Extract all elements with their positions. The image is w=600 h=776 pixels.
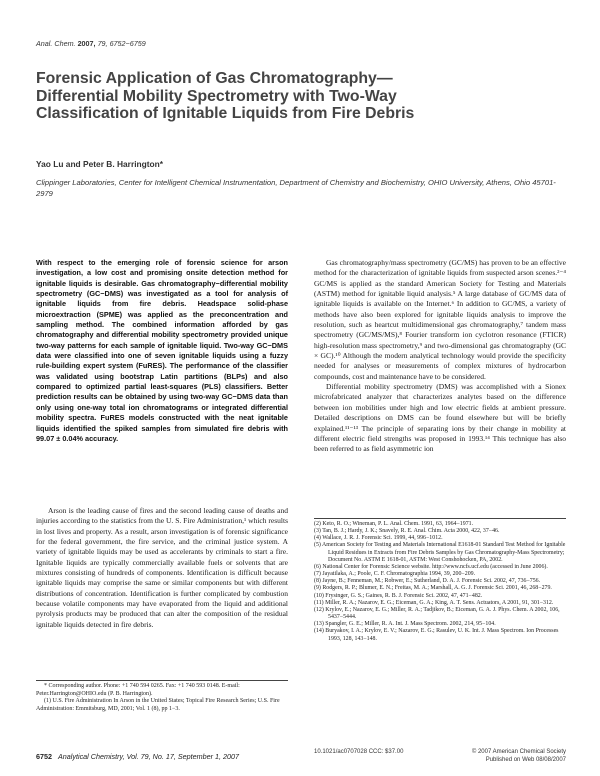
reference-item: (2) Keto, R. O.; Wineman, P. L. Anal. Chem. 1991, 63, 1964−1971.: [314, 521, 474, 527]
journal-name: Anal. Chem.: [36, 39, 76, 48]
journal-volume: 79,: [97, 39, 108, 48]
reference-item: (10) Frysinger, G. S.; Gaines, R. B. J. Forensic Sci. 2002, 47, 471−482.: [314, 592, 483, 599]
footnotes: [36, 683, 288, 713]
author-list: Yao Lu and Peter B. Harrington*: [36, 159, 164, 169]
reference-item: (11) Miller, R. A.; Nazarov, E. G.; Eiceman, G. A.; King, A. T. Sens. Actuators, A 2001, 91, 301−312.: [314, 599, 554, 606]
reference-item: (4) Wallace, J. R. J. Forensic Sci. 1999, 44, 996−1012.: [314, 535, 443, 542]
reference-list: [314, 521, 566, 643]
article-title: Forensic Application of Gas Chromatography—Differential Mobility Spectrometry with Two-Way Classification of Ignitable Liquids from Fire Debris: [36, 70, 415, 122]
affiliation: Clippinger Laboratories, Center for Intelligent Chemical Instrumentation, Department of Chemistry and Biochemistry, OHIO University, Athens, Ohio 45701-2979: [36, 178, 556, 198]
journal-citation: [36, 39, 146, 48]
reference-item: (9) Rodgers, R. P.; Blumer, E. N.; Freitas, M. A.; Marshall, A. G. J. Forensic Sci. 2001, 46, 268−279.: [314, 585, 552, 592]
right-paragraph-2: Differential mobility spectrometry (DMS) was accomplished with a Sionex microfabricated analyzer that characterizes analytes based on the difference between ion mobilities under high and low electric fields at ambient pressure. Detailed descriptions on DMS can be found elsewhere but will be briefly explained.¹¹⁻¹³ The principle of separating ions by their change in mobility at different electric field strengths was proposed in 1993.¹⁴ This technique has also been referred to as field asymmetric ion: [314, 382, 566, 454]
corresponding-author-note: * Corresponding author. Phone: +1 740 594 0265. Fax: +1 740 593 0148. E-mail: Peter.Harrington@OHIO.edu (P. B. Harrington).: [36, 683, 240, 697]
journal-year: 2007,: [77, 39, 96, 48]
journal-issue-info: Analytical Chemistry, Vol. 79, No. 17, September 1, 2007: [58, 752, 239, 761]
journal-pages: 6752−6759: [109, 39, 146, 48]
doi-text: 10.1021/ac0707028 CCC: $37.00: [314, 749, 404, 755]
right-paragraph-1: Gas chromatography/mass spectrometry (GC/MS) has proven to be an effective method for the characterization of ignitable liquids from suspected arson scenes.²⁻⁴ GC/MS is applied as the standard American Society for Testing and Materials (ASTM) method for ignitable liquid analysis.⁵ A large database of GC/MS data of ignitable liquids is available on the Internet.⁶ In addition to GC/MS, a variety of methods have also been explored for ignitable liquids analysis to improve the resolution, such as heartcut multidimensional gas chromatography,⁷ tandem mass spectrometry (GC/MS/MS),⁸ Fourier transform ion cyclotron resonance (FTICR) high-resolution mass spectrometry,⁹ and two-dimensional gas chromatography (GC × GC).¹⁰ Although the modern analytical technology would provide the specificity needed for analyses or measurements of complex mixtures of hydrocarbon compounds, cost and maintenance have to be considered.: [314, 258, 566, 381]
right-column-text: [314, 258, 566, 455]
abstract: With respect to the emerging role of forensic science for arson investigation, a low cost and promising onsite detection method for ignitable liquids is desirable. Gas chromatography−differential mobility spectrometry (GC−DMS) was investigated as a tool for analysis of ignitable liquids from fire debris. Headspace solid-phase microextraction (SPME) was applied as the preconcentration and sampling method. The combined information afforded by gas chromatography and differential mobility spectrometry provided unique two-way patterns for each sample of ignitable liquid. Two-way GC−DMS data were classified into one of seven ignitable liquids using a fuzzy rule-building expert system (FuRES). The performance of the classifier was validated using bootstrap Latin partitions (BLPs) and also compared to optimized partial least-squares (PLS) classifiers. Better prediction results can be obtained by using two-way GC−DMS data than only using one-way total ion chromatograms or integrated differential mobility spectra. FuRES models constructed with the neat ignitable liquids identified the spiked samples from simulated fire debris with 99.07 ± 0.04% accuracy.: [36, 258, 288, 443]
reference-item: (5) American Society for Testing and Materials International E1618-01 Standard Test Method for Ignitable Liquid Residues in Extracts from Fire Debris Samples by Gas Chromatography-Mass Spectrometry; Document No. ASTM E 1618-01, ASTM: West Conshohocken, PA, 2002.: [314, 542, 566, 563]
reference-item: (7) Jayatilaka, A.; Poole, C. F. Chromatographia 1994, 39, 200−209.: [314, 571, 476, 578]
reference-item: (3) Tan, B. J.; Hardy, J. K.; Snavely, R. E. Anal. Chim. Acta 2000, 422, 37−46.: [314, 528, 500, 535]
footnote-divider: [36, 680, 288, 681]
introduction-text: [36, 506, 288, 630]
page-footer-right: [314, 749, 566, 765]
reference-item: (8) Jayne, B.; Fenneman, M.; Robwer, E.; Sutherland, D. A. J. Forensic Sci. 2002, 47, 736−756.: [314, 578, 541, 585]
intro-paragraph: Arson is the leading cause of fires and the second leading cause of deaths and injuries according to the statistics from the U. S. Fire Administration,¹ which results in lost lives and property. As a result, arson investigation is of forensic significance for the federal government, the fire service, and the criminal justice system. A variety of ignitable liquids may be used as accelerants by criminals to start a fire. Ignitable liquids are typically commercially available fuels or solvents that are mixtures consisting of hundreds of components. Identification is difficult because ignitable liquids may comprise the same or similar components but with different distributions of concentration. Identification is further complicated by combustion because volatile components may have evaporated from the liquid and additional pyrolysis products may be produced that can alter the composition of the residual ignitable liquids detected in fire debris.: [36, 506, 288, 629]
reference-item: (12) Krylov, E.; Nazarov, E. G.; Miller, R. A.; Tadjikov, B.; Eiceman, G. A. J. Phys. Chem. A 2002, 106, 5437−5444.: [314, 606, 560, 621]
copyright-text: © 2007 American Chemical Society: [471, 749, 566, 755]
reference-item: (6) National Center for Forensic Science website. http://www.ncfs.ucf.edu (accessed in June 2006).: [314, 563, 548, 570]
page-number: 6752: [36, 752, 52, 761]
reference-item: (13) Spangler, G. E.; Miller, R. A. Int. J. Mass Spectrom. 2002, 214, 95−104.: [314, 621, 496, 628]
footnote-ref-1: (1) U.S. Fire Administration In Arson in the United States; Topical Fire Research Series; U.S. Fire Administration: Emmitsburg, MD, 2001; Vol. 1 (8), pp 1−3.: [36, 698, 280, 712]
reference-item: (14) Buryakov, I. A.; Krylov, E. V.; Nazarov, E. G.; Rasulev, U. K. Int. J. Mass Spectrom. Ion Processes 1993, 128, 143−148.: [314, 628, 559, 642]
page-footer-left: [36, 752, 239, 761]
published-date: Published on Web 08/08/2007: [485, 756, 566, 763]
references-divider: [314, 518, 566, 519]
